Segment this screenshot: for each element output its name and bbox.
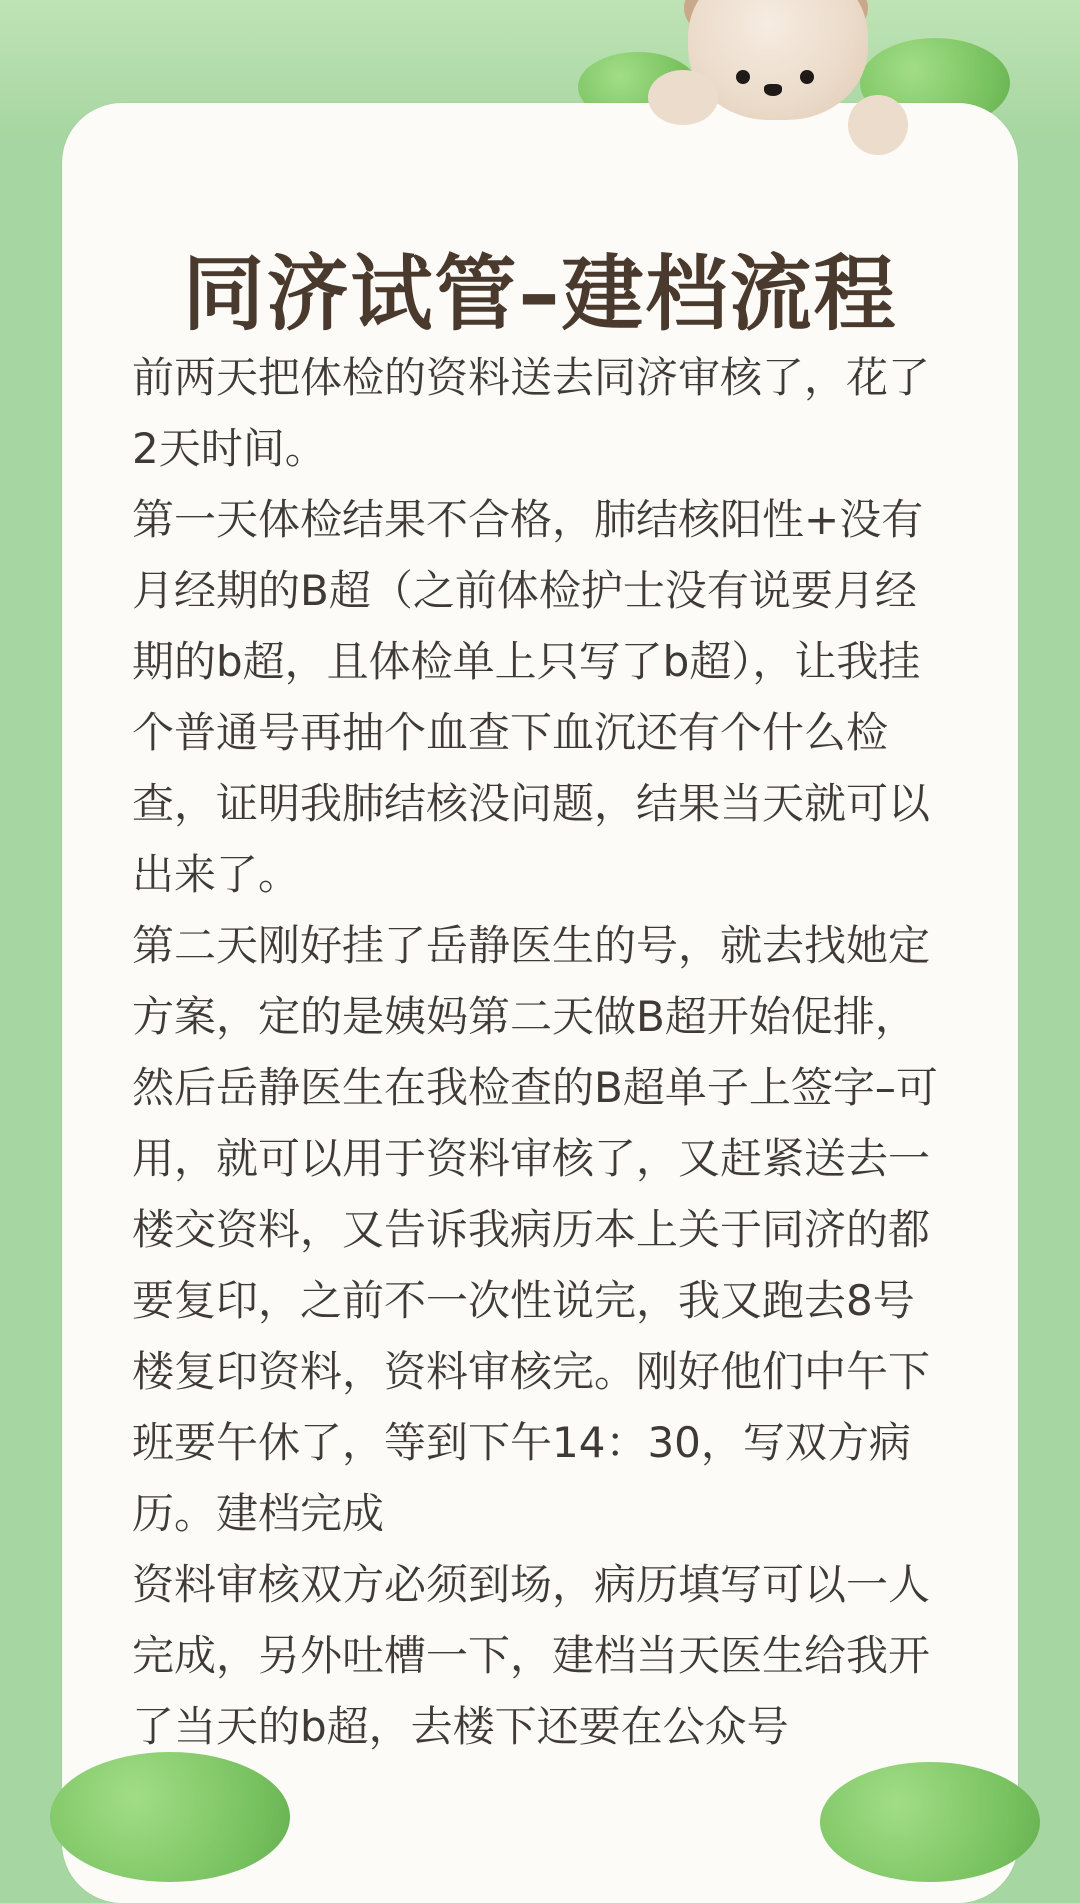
puppy-mascot-icon: [688, 0, 898, 165]
puppy-nose: [764, 84, 782, 96]
paragraph-1: 前两天把体检的资料送去同济审核了，花了2天时间。: [132, 353, 931, 473]
puppy-eye-right: [800, 70, 814, 84]
paragraph-4: 资料审核双方必须到场，病历填写可以一人完成，另外吐槽一下，建档当天医生给我开了当天的b超，去楼下还要在公众号: [132, 1560, 931, 1751]
bush-bottom-right-icon: [820, 1762, 1040, 1882]
puppy-paw-right: [848, 95, 908, 155]
puppy-eye-left: [736, 70, 750, 84]
puppy-paw-left: [648, 70, 718, 125]
article-body: [132, 342, 952, 1762]
bush-bottom-left-icon: [50, 1752, 290, 1882]
paragraph-3: 第二天刚好挂了岳静医生的号，就去找她定方案，定的是姨妈第二天做B超开始促排，然后岳静医生在我检查的B超单子上签字–可用，就可以用于资料审核了，又赶紧送去一楼交资料，又告诉我病历本上关于同济的都要复印，之前不一次性说完，我又跑去8号楼复印资料，资料审核完。刚好他们中午下班要午休了，等到下午14：30，写双方病历。建档完成: [132, 921, 938, 1538]
page-title: 同济试管–建档流程: [182, 246, 898, 342]
paragraph-2: 第一天体检结果不合格，肺结核阳性+没有月经期的B超（之前体检护士没有说要月经期的b超，且体检单上只写了b超），让我挂个普通号再抽个血查下血沉还有个什么检查，证明我肺结核没问题，结果当天就可以出来了。: [132, 495, 931, 899]
